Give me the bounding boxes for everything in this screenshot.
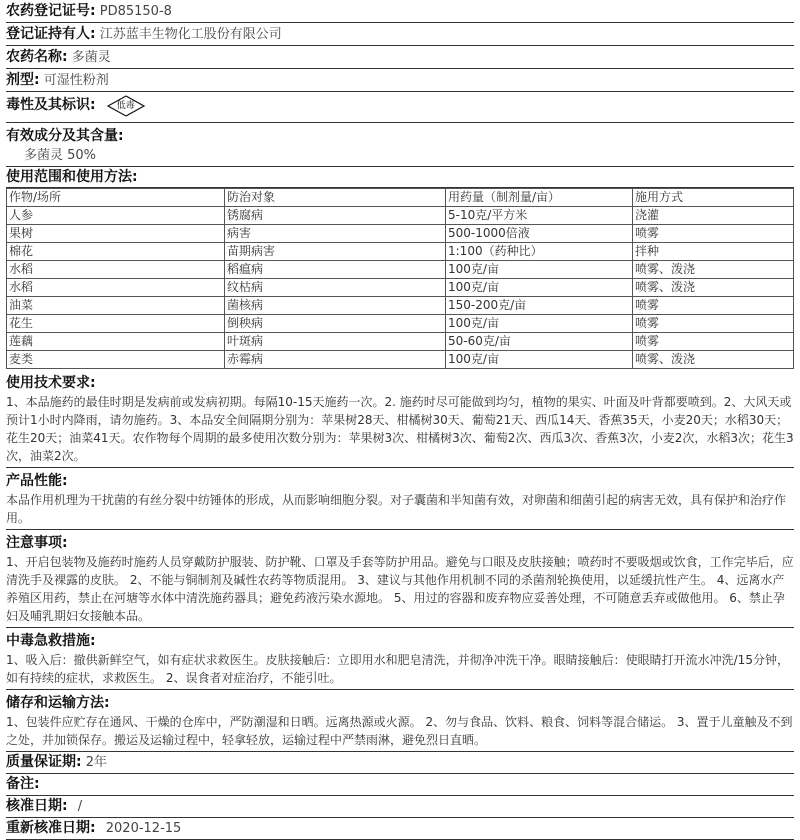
- reapproval-date-label: 重新核准日期:: [6, 820, 96, 836]
- cell-crop: 油菜: [7, 297, 225, 315]
- cell-method: 喷雾: [633, 315, 794, 333]
- registration-holder-row: [6, 23, 794, 46]
- pesticide-label-document: [6, 0, 794, 840]
- reapproval-date-value: 2020-12-15: [105, 821, 182, 836]
- table-row: [7, 261, 794, 279]
- reapproval-date-row: [6, 818, 794, 840]
- approval-date-value: /: [77, 799, 83, 814]
- cell-crop: 人参: [7, 207, 225, 225]
- cell-target: 倒秧病: [225, 315, 446, 333]
- cell-crop: 水稻: [7, 261, 225, 279]
- usage-table-header-row: [7, 189, 794, 207]
- pesticide-name-label: 农药名称:: [6, 49, 68, 65]
- cell-target: 稻瘟病: [225, 261, 446, 279]
- header-crop: 作物/场所: [7, 189, 225, 207]
- ingredient-title: 有效成分及其含量:: [6, 128, 124, 144]
- formulation-row: [6, 69, 794, 92]
- registration-number-row: [6, 0, 794, 23]
- registration-holder-label: 登记证持有人:: [6, 26, 96, 42]
- shelf-life-value: 2年: [85, 755, 108, 770]
- usage-title: 使用范围和使用方法:: [6, 167, 794, 188]
- cell-target: 锈腐病: [225, 207, 446, 225]
- precautions-text: 1、开启包装物及施药时施药人员穿戴防护服装、防护靴、口罩及手套等防护用品。避免与口眼及皮肤接触；喷药时不要吸烟或饮食，工作完毕后，应清洗手及裸露的皮肤。 2、不能与铜制剂及碱性农药等物质混用。 3、建议与其他作用机制不同的杀菌剂轮换使用，以延缓抗性产生。 4、远离水产养殖区用药，禁止在河塘等水体中清洗施药器具；避免药液污染水源地。 5、用过的容器和废弃物应妥善处理，不可随意丢弃或做他用。 6、禁止孕妇及哺乳期妇女接触本品。: [6, 553, 794, 628]
- pesticide-name-row: [6, 46, 794, 69]
- approval-date-row: [6, 796, 794, 818]
- formulation-value: 可湿性粉剂: [43, 73, 109, 88]
- cell-target: 叶斑病: [225, 333, 446, 351]
- cell-method: 喷雾: [633, 225, 794, 243]
- cell-dosage: 100克/亩: [446, 279, 633, 297]
- table-row: [7, 315, 794, 333]
- cell-target: 病害: [225, 225, 446, 243]
- cell-crop: 花生: [7, 315, 225, 333]
- pesticide-name-value: 多菌灵: [71, 50, 111, 65]
- cell-method: 喷雾: [633, 297, 794, 315]
- header-target: 防治对象: [225, 189, 446, 207]
- table-row: [7, 333, 794, 351]
- cell-dosage: 50-60克/亩: [446, 333, 633, 351]
- table-row: [7, 225, 794, 243]
- remarks-label: 备注:: [6, 776, 40, 792]
- storage-text: 1、包装件应贮存在通风、干燥的仓库中，严防潮湿和日晒。远离热源或火源。 2、勿与食品、饮料、粮食、饲料等混合储运。 3、置于儿童触及不到之处，并加锁保存。搬运及运输过程中，轻拿轻放，运输过程中严禁雨淋，避免烈日直晒。: [6, 713, 794, 752]
- cell-crop: 棉花: [7, 243, 225, 261]
- cell-dosage: 100克/亩: [446, 351, 633, 369]
- technique-text: 1、本品施药的最佳时期是发病前或发病初期。每隔10-15天施药一次。2. 施药时尽可能做到均匀，植物的果实、叶面及叶背都要喷到。2、大风天或预计1小时内降雨，请勿施药。3、本品安全间隔期分别为：苹果树28天、柑橘树30天、葡萄21天、西瓜14天、香蕉35天，小麦20天；水稻30天；花生20天；油菜41天。农作物每个周期的最多使用次数分别为：苹果树3次、柑橘树3次、葡萄2次、西瓜3次、香蕉3次，小麦2次，水稻3次；花生3次，油菜2次。: [6, 393, 794, 468]
- shelf-life-row: [6, 752, 794, 774]
- technique-title: 使用技术要求:: [6, 375, 96, 391]
- cell-method: 喷雾: [633, 333, 794, 351]
- first-aid-text: 1、吸入后：撤供新鲜空气，如有症状求救医生。皮肤接触后：立即用水和肥皂清洗，并彻净冲洗干净。眼睛接触后：使眼睛打开流水冲洗/15分钟，如有持续的症状，求救医生。 2、误食者对症治疗，不能引吐。: [6, 651, 794, 690]
- cell-target: 苗期病害: [225, 243, 446, 261]
- cell-method: 浇灌: [633, 207, 794, 225]
- cell-dosage: 150-200克/亩: [446, 297, 633, 315]
- registration-holder-value: 江苏蓝丰生物化工股份有限公司: [99, 27, 282, 42]
- cell-crop: 水稻: [7, 279, 225, 297]
- cell-method: 喷雾、泼浇: [633, 351, 794, 369]
- cell-target: 菌核病: [225, 297, 446, 315]
- table-row: [7, 351, 794, 369]
- cell-method: 拌种: [633, 243, 794, 261]
- registration-number-value: PD85150-8: [99, 4, 172, 19]
- precautions-title: 注意事项:: [6, 535, 68, 551]
- cell-dosage: 100克/亩: [446, 315, 633, 333]
- cell-target: 纹枯病: [225, 279, 446, 297]
- low-toxicity-diamond-icon: [106, 95, 146, 117]
- header-dosage: 用药量（制剂量/亩）: [446, 189, 633, 207]
- registration-number-label: 农药登记证号:: [6, 3, 96, 19]
- performance-title: 产品性能:: [6, 473, 68, 489]
- shelf-life-label: 质量保证期:: [6, 754, 82, 770]
- formulation-label: 剂型:: [6, 72, 40, 88]
- cell-crop: 麦类: [7, 351, 225, 369]
- table-row: [7, 297, 794, 315]
- table-row: [7, 279, 794, 297]
- cell-method: 喷雾、泼浇: [633, 279, 794, 297]
- remarks-row: [6, 774, 794, 796]
- header-method: 施用方式: [633, 189, 794, 207]
- cell-dosage: 100克/亩: [446, 261, 633, 279]
- cell-crop: 莲藕: [7, 333, 225, 351]
- performance-text: 本品作用机理为干扰菌的有丝分裂中纺锤体的形成，从而影响细胞分裂。对子囊菌和半知菌有效，对卵菌和细菌引起的病害无效，具有保护和治疗作用。: [6, 491, 794, 530]
- table-row: [7, 243, 794, 261]
- cell-crop: 果树: [7, 225, 225, 243]
- cell-dosage: 5-10克/平方米: [446, 207, 633, 225]
- toxicity-row: [6, 92, 794, 118]
- table-row: [7, 207, 794, 225]
- cell-target: 赤霉病: [225, 351, 446, 369]
- approval-date-label: 核准日期:: [6, 798, 68, 814]
- storage-title: 储存和运输方法:: [6, 695, 110, 711]
- toxicity-label: 毒性及其标识:: [6, 97, 96, 113]
- ingredient-value: 多菌灵 50%: [6, 146, 794, 167]
- toxicity-badge-text: 低毒: [116, 100, 135, 111]
- cell-dosage: 1:100（药种比）: [446, 243, 633, 261]
- cell-method: 喷雾、泼浇: [633, 261, 794, 279]
- usage-table: [6, 188, 794, 369]
- cell-dosage: 500-1000倍液: [446, 225, 633, 243]
- first-aid-title: 中毒急救措施:: [6, 633, 96, 649]
